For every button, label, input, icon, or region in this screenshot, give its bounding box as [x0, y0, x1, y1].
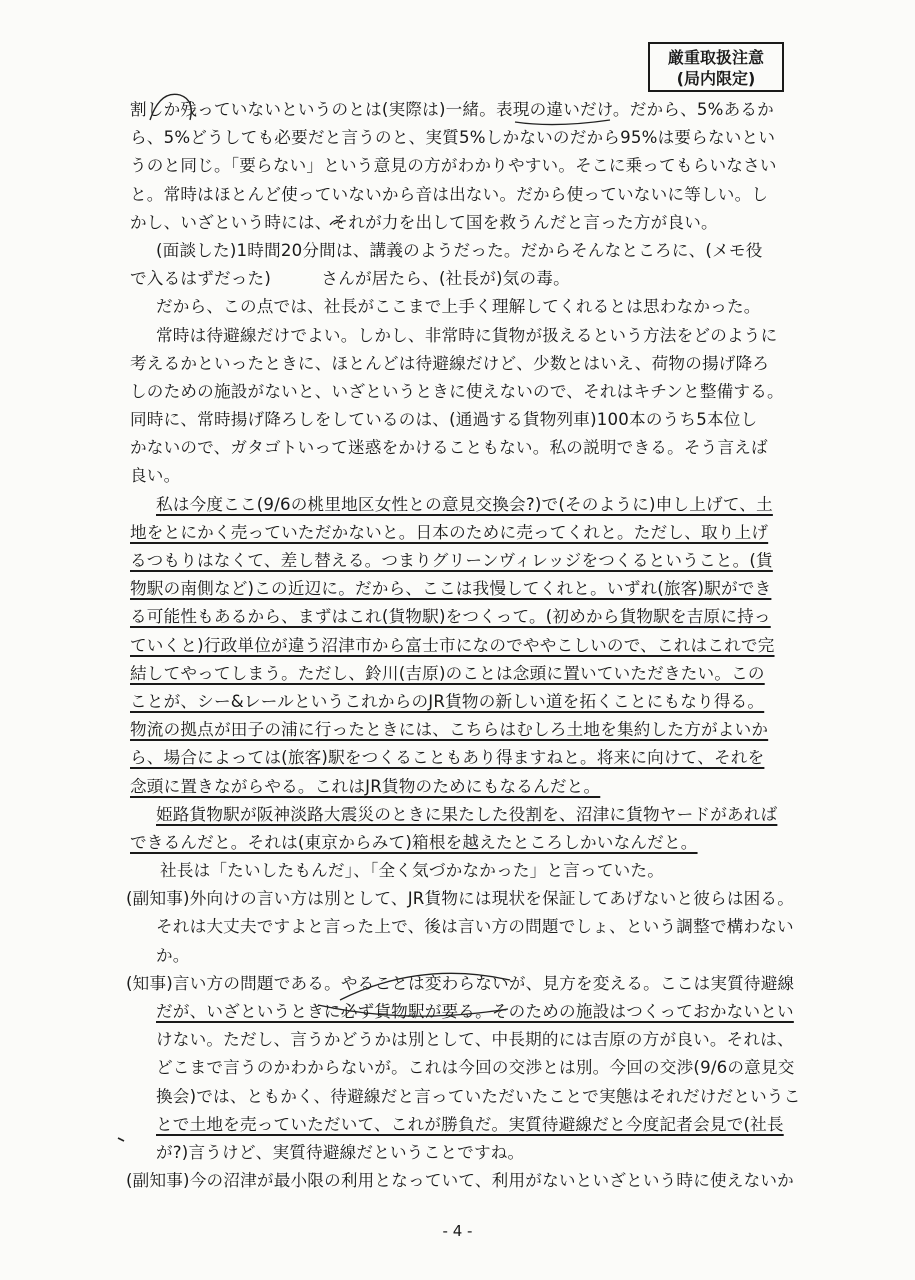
text-line-17: るつもりはなくて、差し替える。つまりグリーンヴィレッジをつくるということ。(貨 [130, 551, 773, 570]
text-line-36: 換会)では、ともかく、待避線だと言っていただいたことで実態はそれだけだというこ [156, 1086, 801, 1106]
text-line-34: けない。ただし、言うかどうかは別として、中長期的には吉原の方が良い。それは、 [156, 1030, 794, 1050]
text-line-19: る可能性もあるから、まずはこれ(貨物駅)をつくって。(初めから貨物駅を吉原に持っ [130, 607, 771, 627]
text-line-29: (副知事)外向けの言い方は別として、JR貨物には現状を保証してあげないと彼らは困る。 [126, 889, 794, 909]
text-line-28: 社長は「たいしたもんだ」、「全く気づかなかった」と言っていた。 [160, 861, 665, 881]
text-line-27: できるんだと。それは(東京からみて)箱根を越えたところしかいなんだと。 [130, 832, 698, 852]
text-line-37: とで土地を売っていただいて、これが勝負だ。実質待避線だと今度記者会見で(社長 [156, 1114, 784, 1134]
text-line-18: 物駅の南側など)この近辺に。だから、ここは我慢してくれと。いずれ(旅客)駅ができ [130, 579, 772, 599]
text-line-4: と。常時はほとんど使っていないから音は出ない。だから使っていないに等しい。し [130, 184, 769, 204]
text-line-16: 地をとにかく売っていただかないと。日本のために売ってくれと。ただし、取り上げ [130, 522, 769, 542]
text-line-25: 念頭に置きながらやる。これはJR貨物のためにもなるんだと。 [130, 776, 601, 796]
text-line-35: どこまで言うのかわからないが。これは今回の交渉とは別。今回の交渉(9/6の意見交 [156, 1058, 795, 1078]
text-line-39: (副知事)今の沼津が最小限の利用となっていて、利用がないといざという時に使えないか [126, 1171, 794, 1191]
text-line-31: か。 [156, 945, 190, 965]
text-line-12: 同時に、常時揚げ降ろしをしているのは、(通過する貨物列車)100本のうち5本位し [130, 410, 758, 430]
text-line-30: それは大丈夫ですよと言った上で、後は言い方の問題でしょ、という調整で構わない [156, 917, 794, 937]
stamp-line-1: 厳重取扱注意 [667, 48, 764, 67]
text-line-32: (知事)言い方の問題である。やることは変わらないが、見方を変える。ここは実質待避線 [126, 973, 795, 993]
text-line-38: が?)言うけど、実質待避線だということですね。 [156, 1142, 525, 1162]
text-line-13: かないので、ガタゴトいって迷惑をかけることもない。私の説明できる。そう言えば [130, 438, 768, 458]
text-line-24: ら、場合によっては(旅客)駅をつくることもあり得ますねと。将来に向けて、それを [130, 748, 765, 768]
text-line-21: 結してやってしまう。ただし、鈴川(吉原)のことは念頭に置いていただきたい。この [130, 663, 765, 683]
page-number: - 4 - [442, 1222, 473, 1240]
text-line-6: (面談した)1時間20分間は、講義のようだった。だからそんなところに、(メモ役 [156, 240, 763, 260]
text-line-33: だが、いざというときに必ず貨物駅が要る。そのための施設はつくっておかないとい [156, 1002, 794, 1021]
text-line-26: 姫路貨物駅が阪神淡路大震災のときに果たした役割を、沼津に貨物ヤードがあれば [156, 804, 778, 824]
text-line-11: しのための施設がないと、いざというときに使えないので、それはキチンと整備する。 [130, 381, 784, 401]
text-line-9: 常時は待避線だけでよい。しかし、非常時に貨物が扱えるという方法をどのように [156, 325, 778, 345]
stamp-line-2: (局内限定) [676, 69, 756, 88]
text-line-20: ていくと)行政単位が違う沼津市から富士市になのでややこしいので、これはこれで完 [130, 635, 775, 655]
confidential-stamp [648, 42, 784, 92]
text-line-5: かし、いざという時には、それが力を出して国を救うんだと言った方が良い。 [130, 212, 718, 232]
text-line-3: うのと同じ。「要らない」という意見の方がわかりやすい。そこに乗ってもらいなさい [130, 156, 777, 176]
text-line-10: 考えるかといったときに、ほとんどは待避線だけど、少数とはいえ、荷物の揚げ降ろ [130, 353, 770, 373]
text-line-14: 良い。 [130, 466, 181, 486]
text-line-22: ことが、シー&レールというこれからのJR貨物の新しい道を拓くことにもなり得る。 [130, 691, 765, 711]
text-line-15: 私は今度ここ(9/6の桃里地区女性との意見交換会?)で(そのように)申し上げて、土 [156, 494, 773, 514]
text-line-8: だから、この点では、社長がここまで上手く理解してくれるとは思わなかった。 [156, 297, 761, 317]
body-text [126, 96, 801, 1195]
text-line-23: 物流の拠点が田子の浦に行ったときには、こちらはむしろ土地を集約した方がよいか [130, 720, 769, 740]
text-line-7: で入るはずだった) さんが居たら、(社長が)気の毒。 [130, 269, 570, 289]
text-line-2: ら、5%どうしても必要だと言うのと、実質5%しかないのだから95%は要らないとい [130, 128, 776, 148]
text-line-1: 割しか残っていないというのとは(実際は)一緒。表現の違いだけ。だから、5%あるか [130, 100, 774, 119]
